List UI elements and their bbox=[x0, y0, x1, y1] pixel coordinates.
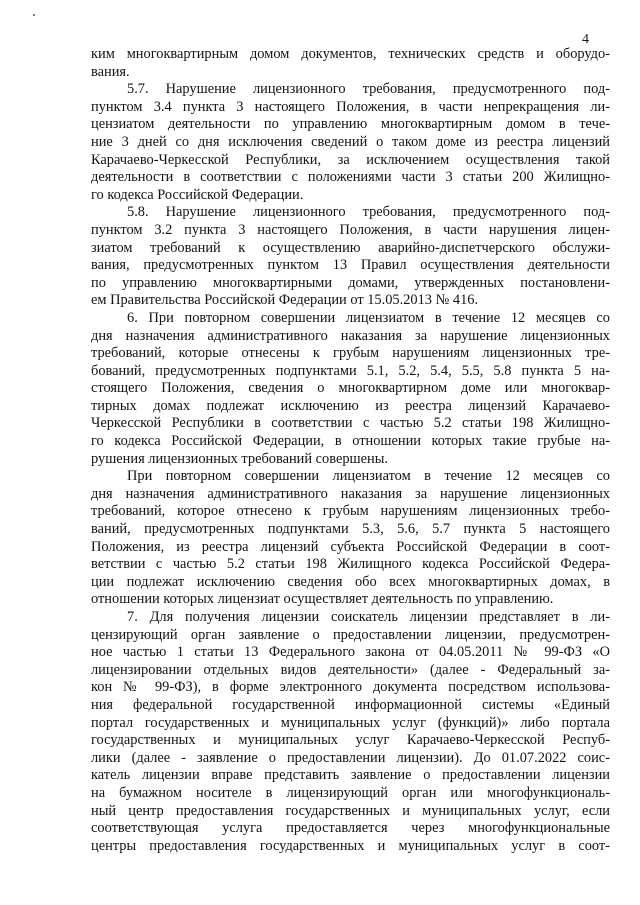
text-line: по управлению многоквартирными домами, утвержденных постановлени- bbox=[91, 274, 610, 291]
text-line: го кодекса Российской Федерации, в отношении которых такие грубые на- bbox=[91, 433, 610, 450]
text-line: го кодекса Российской Федерации. bbox=[91, 186, 304, 203]
text-line: кон № 99-ФЗ), в форме электронного документа посредством использова- bbox=[91, 679, 610, 696]
text-line: пунктом 3.2 пункта 3 настоящего Положения, в части нарушения лицен- bbox=[91, 221, 610, 238]
text-line: рушения лицензионных требований совершены. bbox=[91, 450, 388, 467]
page-number: 4 bbox=[582, 32, 589, 47]
text-line: центры предоставления государственных и муниципальных услуг в соот- bbox=[91, 837, 610, 854]
text-line: ем Правительства Российской Федерации от 15.05.2013 № 416. bbox=[91, 292, 479, 309]
text-line: ции подлежат исключению сведения обо всех многоквартирных домах, в bbox=[91, 573, 610, 590]
text-line: отношении которых лицензиат осуществляет деятельность по управлению. bbox=[91, 591, 554, 608]
text-line: требований, которое отнесено к грубым нарушениям лицензионных требо- bbox=[91, 503, 610, 520]
text-line: государственных и муниципальных услуг Карачаево-Черкесской Респуб- bbox=[91, 732, 610, 749]
text-line: дня назначения административного наказания за нарушение лицензионных bbox=[91, 327, 610, 344]
text-line: деятельности в соответствии с положениями части 3 статьи 200 Жилищно- bbox=[91, 169, 610, 186]
text-line: 5.7. Нарушение лицензионного требования, предусмотренного под- bbox=[127, 81, 610, 98]
text-line: лицензировании отдельных видов деятельности» (далее - Федеральный за- bbox=[91, 661, 610, 678]
text-line: ное частью 1 статьи 13 Федерального закона от 04.05.2011 № 99-ФЗ «О bbox=[91, 644, 610, 661]
text-line: ваний, предусмотренных подпунктами 5.3, 5.6, 5.7 пункта 5 настоящего bbox=[91, 521, 610, 538]
text-line: 6. При повторном совершении лицензиатом в течение 12 месяцев со bbox=[127, 309, 610, 326]
text-line: ким многоквартирным домом документов, технических средств и оборудо- bbox=[91, 46, 610, 62]
scan-artifact-dot bbox=[33, 14, 35, 16]
paragraph-5-7 bbox=[91, 81, 610, 204]
text-line: зиатом требований к осуществлению аварийно-диспетчерского обслужи- bbox=[91, 239, 610, 256]
text-line: При повторном совершении лицензиатом в течение 12 месяцев со bbox=[127, 468, 610, 485]
paragraph-continuation bbox=[91, 46, 610, 81]
text-line: 5.8. Нарушение лицензионного требования, предусмотренного под- bbox=[127, 204, 610, 221]
text-line: 7. Для получения лицензии соискатель лицензии представляет в ли- bbox=[127, 609, 610, 625]
text-line: ный центр предоставления государственных и муниципальных услуг, если bbox=[91, 802, 610, 819]
text-line: портал государственных и муниципальных услуг (функций)» либо портала bbox=[91, 714, 610, 731]
paragraph-7 bbox=[91, 609, 610, 855]
text-line: требований, которые отнесены к грубым нарушениям лицензионных тре- bbox=[91, 345, 610, 362]
paragraph-6-second bbox=[91, 468, 610, 609]
text-line: цензирующий орган заявление о предоставлении лицензии, предусмотрен- bbox=[91, 626, 610, 643]
text-line: дня назначения административного наказания за нарушение лицензионных bbox=[91, 485, 610, 502]
text-line: тирных домах подлежат исключению из реестра лицензий Карачаево- bbox=[91, 397, 610, 414]
text-line: на бумажном носителе в лицензирующий орган или многофункциональ- bbox=[91, 784, 610, 801]
text-line: ние 3 дней со дня исключения сведений о таком доме из реестра лицензий bbox=[91, 133, 610, 150]
text-line: ния федеральной государственной информационной системы «Единый bbox=[91, 696, 610, 713]
text-line: соответствующая услуга предоставляется через многофункциональные bbox=[91, 820, 610, 837]
text-line: катель лицензии вправе представить заявление о предоставлении лицензии bbox=[91, 767, 610, 784]
text-line: Положения, из реестра лицензий субъекта Российской Федерации в соот- bbox=[91, 538, 610, 555]
text-line: вания. bbox=[91, 63, 130, 80]
text-line: лики (далее - заявление о предоставлении лицензии). До 01.07.2022 соис- bbox=[91, 749, 610, 766]
text-line: Черкесской Республики в соответствии с частью 5.2 статьи 198 Жилищно- bbox=[91, 415, 610, 432]
text-line: вания, предусмотренных пунктом 13 Правил осуществления деятельности bbox=[91, 257, 610, 274]
text-line: Карачаево-Черкесской Республики, за исключением осуществления такой bbox=[91, 151, 610, 168]
text-line: цензиатом деятельности по управлению многоквартирным домом в тече- bbox=[91, 116, 610, 133]
text-line: бований, предусмотренных подпунктами 5.1, 5.2, 5.4, 5.5, 5.8 пункта 5 на- bbox=[91, 362, 610, 379]
document-body bbox=[91, 46, 610, 855]
paragraph-6 bbox=[91, 310, 610, 468]
text-line: ветствии с частью 5.2 статьи 198 Жилищного кодекса Российской Федера- bbox=[91, 556, 610, 573]
text-line: стоящего Положения, сведения о многоквартирном доме или многоквар- bbox=[91, 380, 610, 397]
paragraph-5-8 bbox=[91, 204, 610, 310]
text-line: пунктом 3.4 пункта 3 настоящего Положения, в части непрекращения ли- bbox=[91, 98, 610, 115]
